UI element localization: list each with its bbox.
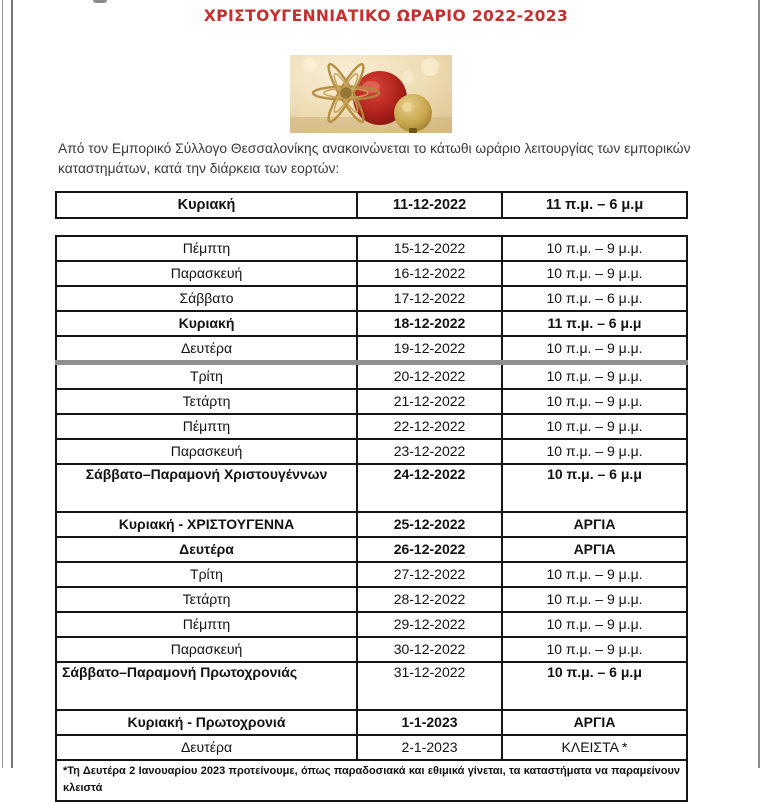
cell-hours: 10 π.μ. – 6 μ.μ [502, 464, 687, 512]
cell-day: Τετάρτη [56, 587, 357, 612]
cell-hours: ΑΡΓΙΑ [502, 512, 687, 537]
cell-date: 17-12-2022 [357, 286, 502, 311]
cell-hours: 10 π.μ. – 9 μ.μ. [502, 562, 687, 587]
cell-day: Πέμπτη [56, 236, 357, 261]
cell-date: 23-12-2022 [357, 439, 502, 464]
cell-date: 18-12-2022 [357, 311, 502, 336]
cell-hours: 10 π.μ. – 6 μ.μ. [502, 286, 687, 311]
footnote-row [56, 760, 687, 801]
christmas-ornaments-image [290, 55, 452, 133]
schedule-row [56, 389, 687, 414]
schedule-row [56, 735, 687, 760]
cell-day: Κυριακή - Πρωτοχρονιά [56, 710, 357, 735]
cell-day: Τρίτη [56, 363, 357, 390]
footnote-text: *Τη Δευτέρα 2 Ιανουαρίου 2023 προτείνουμε, όπως παραδοσιακά και εθιμικά γίνεται, τα καταστήματα να παραμείνουν κλειστά [56, 760, 687, 801]
cell-hours: 10 π.μ. – 9 μ.μ. [502, 389, 687, 414]
highlight-table [55, 191, 688, 219]
cell-day: Κυριακή [56, 192, 357, 218]
cell-day: Δευτέρα [56, 537, 357, 562]
cell-date: 30-12-2022 [357, 637, 502, 662]
cell-day: Κυριακή - ΧΡΙΣΤΟΥΓΕΝΝΑ [56, 512, 357, 537]
schedule-row [56, 710, 687, 735]
cell-day: Δευτέρα [56, 336, 357, 363]
cell-date: 1-1-2023 [357, 710, 502, 735]
cell-day: Παρασκευή [56, 637, 357, 662]
cell-date: 31-12-2022 [357, 662, 502, 710]
schedule-row [56, 236, 687, 261]
schedule-row [56, 612, 687, 637]
cell-day: Πέμπτη [56, 612, 357, 637]
schedule-row [56, 562, 687, 587]
schedule-row [56, 286, 687, 311]
cell-date: 11-12-2022 [357, 192, 502, 218]
cell-date: 16-12-2022 [357, 261, 502, 286]
cell-hours: 10 π.μ. – 9 μ.μ. [502, 637, 687, 662]
cell-date: 22-12-2022 [357, 414, 502, 439]
cell-date: 21-12-2022 [357, 389, 502, 414]
cropped-logo-fragment [93, 0, 107, 3]
cell-date: 19-12-2022 [357, 336, 502, 363]
cell-date: 25-12-2022 [357, 512, 502, 537]
schedule-row [56, 261, 687, 286]
page-border-right [758, 0, 760, 768]
cell-hours: ΚΛΕΙΣΤΑ * [502, 735, 687, 760]
highlight-row [56, 192, 687, 218]
cell-day: Δευτέρα [56, 735, 357, 760]
schedule-table-body [56, 236, 687, 760]
schedule-row [56, 587, 687, 612]
intro-paragraph: Από τον Εμπορικό Σύλλογο Θεσσαλονίκης ανακοινώνεται το κάτωθι ωράριο λειτουργίας των εμπορικών καταστημάτων, κατά την διάρκεια των εορτών: [58, 141, 691, 176]
cell-hours: 11 π.μ. – 6 μ.μ [502, 311, 687, 336]
schedule-row [56, 311, 687, 336]
page-border-left-outer [2, 0, 3, 768]
cell-day: Σάββατο–Παραμονή Πρωτοχρονιάς [56, 662, 357, 710]
cell-date: 2-1-2023 [357, 735, 502, 760]
cell-hours: 10 π.μ. – 9 μ.μ. [502, 336, 687, 363]
cell-hours: 10 π.μ. – 9 μ.μ. [502, 612, 687, 637]
cell-hours: 10 π.μ. – 9 μ.μ. [502, 587, 687, 612]
cell-day: Τετάρτη [56, 389, 357, 414]
cell-day: Σάββατο [56, 286, 357, 311]
cell-date: 26-12-2022 [357, 537, 502, 562]
cell-hours: ΑΡΓΙΑ [502, 537, 687, 562]
cell-date: 29-12-2022 [357, 612, 502, 637]
cell-hours: 10 π.μ. – 9 μ.μ. [502, 261, 687, 286]
schedule-row [56, 464, 687, 512]
cell-day: Παρασκευή [56, 261, 357, 286]
cell-day: Παρασκευή [56, 439, 357, 464]
schedule-table [55, 235, 688, 802]
schedule-row [56, 512, 687, 537]
schedule-row [56, 363, 687, 390]
cell-hours: 10 π.μ. – 9 μ.μ. [502, 439, 687, 464]
cell-day: Κυριακή [56, 311, 357, 336]
cell-hours: 10 π.μ. – 9 μ.μ. [502, 414, 687, 439]
cell-day: Σάββατο–Παραμονή Χριστουγέννων [56, 464, 357, 512]
cell-date: 24-12-2022 [357, 464, 502, 512]
cell-date: 27-12-2022 [357, 562, 502, 587]
cell-day: Πέμπτη [56, 414, 357, 439]
cell-day: Τρίτη [56, 562, 357, 587]
cell-hours: 10 π.μ. – 9 μ.μ. [502, 363, 687, 390]
cell-hours: ΑΡΓΙΑ [502, 710, 687, 735]
cell-hours: 11 π.μ. – 6 μ.μ [502, 192, 687, 218]
schedule-row [56, 637, 687, 662]
page-border-left-inner [11, 0, 13, 768]
schedule-row [56, 439, 687, 464]
cell-date: 28-12-2022 [357, 587, 502, 612]
page-title: ΧΡΙΣΤΟΥΓΕΝΝΙΑΤΙΚΟ ΩΡΑΡΙΟ 2022-2023 [203, 7, 569, 25]
cell-date: 20-12-2022 [357, 363, 502, 390]
schedule-row [56, 336, 687, 363]
schedule-row [56, 414, 687, 439]
schedule-row [56, 662, 687, 710]
cell-hours: 10 π.μ. – 9 μ.μ. [502, 236, 687, 261]
cell-date: 15-12-2022 [357, 236, 502, 261]
schedule-row [56, 537, 687, 562]
cell-hours: 10 π.μ. – 6 μ.μ [502, 662, 687, 710]
